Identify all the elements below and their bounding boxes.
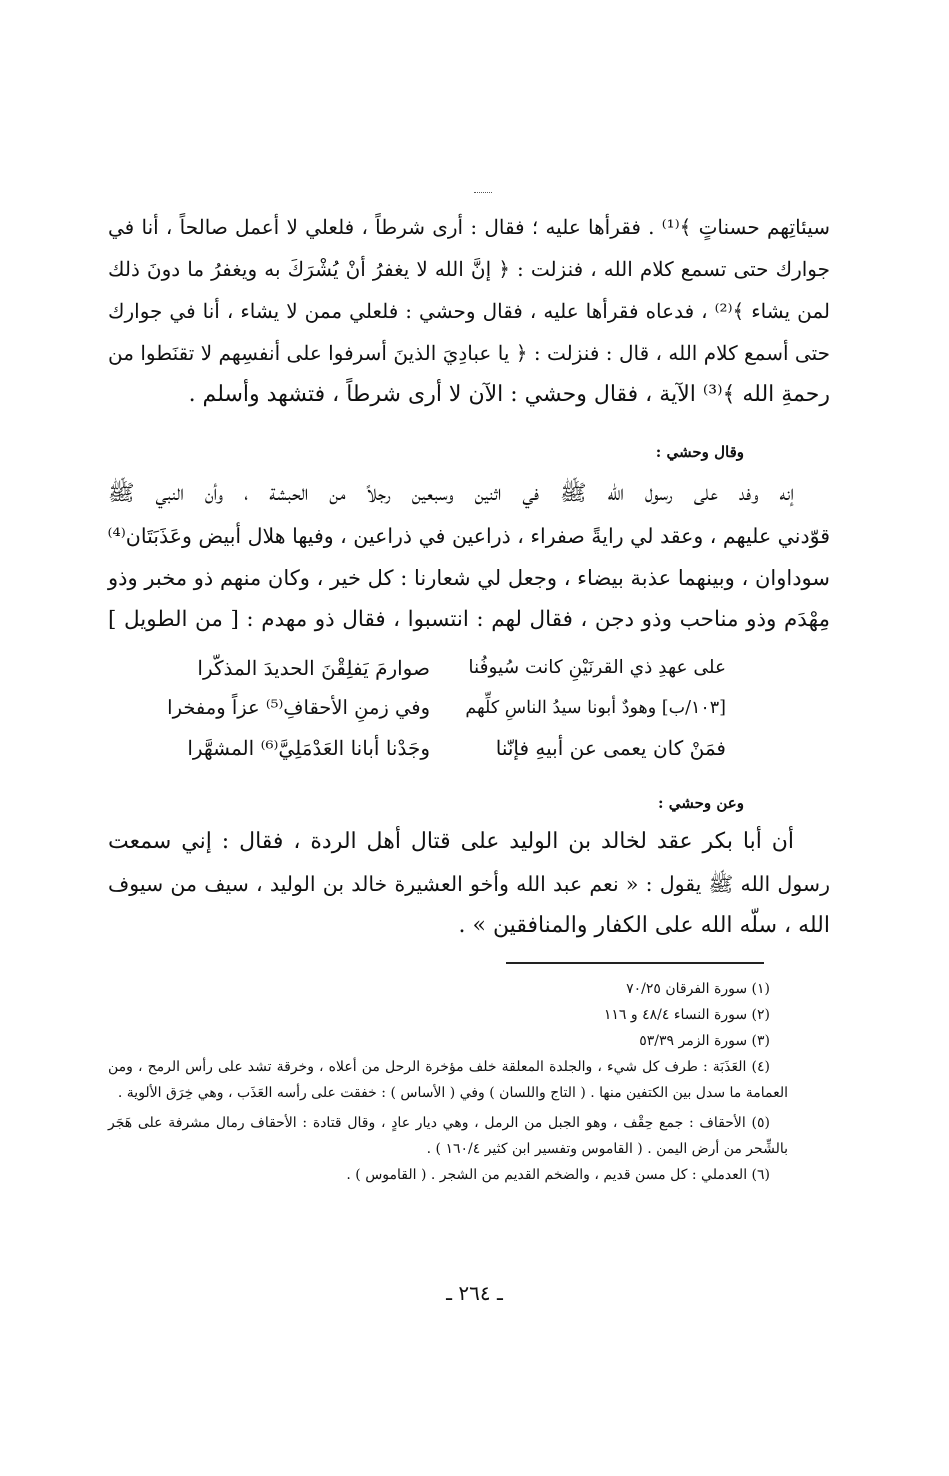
verse-first-hemistich: فمَنْ كان يعمى عن أبيهِ فإنّنا xyxy=(495,736,726,760)
text-line: مِهْدَم وذو مناحب وذو دجن ، فقال لهم : انتسبوا ، فقال ذو مهدم : [ من الطويل ] xyxy=(108,607,830,632)
text-line: رحمةِ الله ﴾⁽³⁾ الآية ، فقال وحشي : الآن لا أرى شرطاً ، فتشهد وأسلم . xyxy=(188,382,830,407)
poem-verse xyxy=(168,728,726,768)
footnote-separator xyxy=(506,962,764,964)
text-line: حتى أسمع كلام الله ، قال : فنزلت : ﴿ يا عبادِيَ الذينَ أسرفوا على أنفسِهم لا تقنَطوا من xyxy=(108,341,830,365)
section-heading: وعن وحشي : xyxy=(658,794,744,812)
footnote: (١) سورة الفرقان ٧٠/٢٥ xyxy=(626,981,770,997)
passage-1 xyxy=(108,206,830,416)
passage-2 xyxy=(108,473,830,641)
footnote: (٥) الأحقاف : جمع حِقْف ، وهو الجبل من الرمل ، وهي ديار عادٍ ، وقال قتادة : الأحقاف رمال مشرفة على هَجَر بالشِّحر من أرض اليمن . ( القاموس وتفسير ابن كثير ١٦٠/٤ ) . xyxy=(108,1115,788,1157)
poem-verse xyxy=(168,648,726,688)
text-line: أن أبا بكر عقد لخالد بن الوليد على قتال أهل الردة ، فقال : إني سمعت xyxy=(108,829,794,854)
verse-first-hemistich: [١٠٣/ب] وهودٌ أبونا سيدُ الناسِ كلِّهم xyxy=(465,698,726,718)
text-line: رسول الله ﷺ يقول : « نعم عبد الله وأخو العشيرة خالد بن الوليد ، سيف من سيوف xyxy=(108,872,830,896)
footnote: (٦) العدملي : كل مسن قديم ، والضخم القديم من الشجر . ( القاموس ) . xyxy=(346,1167,770,1183)
passage-3 xyxy=(108,821,830,947)
text-line: قوّدني عليهم ، وعقد لي رايةً صفراء ، ذراعين في ذراعين ، وفيها هلال أبيض وعَذَبَتَان⁽⁴⁾ xyxy=(107,524,830,548)
verse-second-hemistich: وجَدْنا أبانا العَدْمَلِيَّ⁽⁶⁾ المشهَّرا xyxy=(187,736,430,760)
verse-second-hemistich: وفي زمنِ الأحقافِ⁽⁵⁾ عزاً ومفخرا xyxy=(167,696,430,719)
poem-verse xyxy=(168,688,726,728)
text-line: جوارك حتى تسمع كلام الله ، فنزلت : ﴿ إنَّ الله لا يغفرُ أنْ يُشْرَكَ به ويغفرُ ما دونَ ذلك xyxy=(108,257,830,281)
footnote: (٢) سورة النساء ٤٨/٤ و ١١٦ xyxy=(603,1007,770,1023)
page-number: ـ ٢٦٤ ـ xyxy=(446,1281,503,1305)
text-line: سوداوان ، وبينهما عذبة بيضاء ، وجعل لي شعارنا : كل خير ، وكان منهم ذو مخبر وذو xyxy=(108,566,830,590)
footnotes xyxy=(108,976,788,1188)
top-dots xyxy=(474,192,492,193)
text-line: لمن يشاء ﴾⁽²⁾ ، فدعاه فقرأها عليه ، فقال وحشي : فلعلي ممن لا يشاء ، أنا في جوارك xyxy=(108,299,830,323)
text-line: إنه وفد على رسول الله ﷺ في اثنين وسبعين رجلاً من الحبشة ، وأن النبي ﷺ xyxy=(108,481,794,506)
poem xyxy=(168,648,726,768)
text-line: الله ، سلّه الله على الكفار والمنافقين » . xyxy=(458,913,830,938)
footnote: (٣) سورة الزمر ٥٣/٣٩ xyxy=(639,1033,770,1049)
footnote: (٤) العَذَبَة : طرف كل شيء ، والجلدة المعلقة خلف مؤخرة الرحل من أعلاه ، وخرقة تشد على رأس الرمح ، ومن العمامة ما سدل بين الكتفين منها . ( التاج واللسان ) وفي ( الأساس ) : خفقت على رأسه العَذَب ، وهي خِرَق الألوية . xyxy=(108,1059,788,1101)
section-heading: وقال وحشي : xyxy=(655,443,744,461)
verse-second-hemistich: صوارمَ يَفلِقْنَ الحديدَ المذكّرا xyxy=(197,656,430,680)
text-line: سيئاتِهم حسناتٍ ﴾⁽¹⁾ . فقرأها عليه ؛ فقال : أرى شرطاً ، فلعلي لا أعمل صالحاً ، أنا في xyxy=(108,215,830,239)
verse-first-hemistich: على عهدِ ذي القرنَيْنِ كانت سُيوفُنا xyxy=(468,657,726,678)
